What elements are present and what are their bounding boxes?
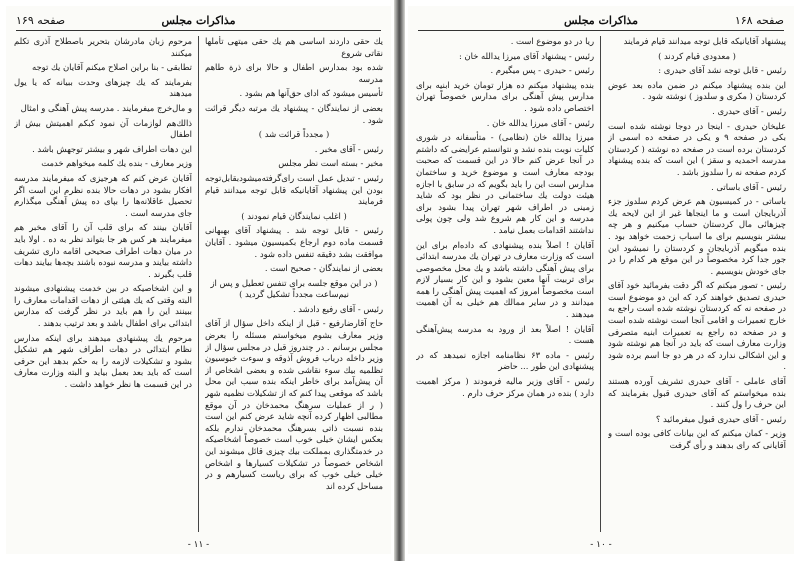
paragraph: ريا در دو موضوع است .	[510, 36, 594, 46]
paragraph: ميرزا يدالله خان (نظامى) - متأسفانه در شورى كليات نوبت بنده نشد و نتوانستم عرايضى كه داشتم در آنجا عرض كنم حالا در اين قسمت كه صحبت بودجه معارف است و موضوع خريد و ساختمان مدارس است اين را بايد بگويم كه در سابق با اجازه هيئت دولت يك ساختمانى در نظر بود كه شايد زمينى در اطراف شهر تهران پيدا بشود براى مدرسه و اين كار هم شروع شد ولى چون پولى نداشتند اقدامات بعمل نيامد .	[416, 132, 594, 235]
left-page	[6, 6, 391, 554]
paragraph: رئيس - آقاى باساتى .	[711, 181, 786, 192]
stage-note: ( مجدداً قرائت شد )	[258, 129, 330, 140]
paragraph: باساتى - در كميسيون هم عرض كردم سلدوز جزء آذربايجان است و ما اينجا‌ها غير از اين لايحه يك چيزهائى مال كردستان حساب ميكنيم و هر چه بيشتر بنويسيم براى ما اسباب زحمت خواهد بود . بنده ميگويم آذربايجان و كردستان را نميشود اين جور جدا كرد مخصوصاً در اين موقع هر كدام را در جاى خودش بنويسيم .	[608, 196, 786, 276]
paragraph: رئيس - آقاى مخبر .	[314, 143, 383, 154]
paragraph: رئيس - آقاى ميرزا يدالله خان .	[486, 117, 594, 128]
paragraph: رئيس - آقاى حيدرى .	[712, 105, 786, 116]
paragraph: اين دهات اطراف شهر و بيشتر توجهش باشد .	[32, 143, 192, 154]
paragraph: و اين اشخاصيكه در بين خدمت پيشنهادى ميشوند البته وقتى كه يك هيئتى از دهات اقدامات معارف را ببينند اين را هم بايد در نظر گرفت كه مدارس ابتدائى براى اطفال باشد و بعد ترتيب بدهند .	[14, 283, 192, 329]
right-page	[408, 6, 794, 554]
paragraph: آقايان بينند كه براى قلب آن را آقاى مخبر هم ميفرمايند هر كس هر جا بتواند نظر به ده . اولا بايد در ميان دهات اطراف صحيحى اقامه دارى تشريف داشته بيايند و مدرسه نبوده باشند بچه‌ها بيايند دهات قلب بگيرند .	[14, 222, 192, 279]
paragraph: و مال‌خرج ميفرمايند . مدرسه پيش آهنگى و امثال	[20, 102, 192, 113]
paragraph: تطابقى - بنا براين اصلاح ميكنم آقايان يك توجه	[31, 62, 192, 73]
stage-note: ( در اين موقع جلسه براى تنفس تعطيل و پس از نيم‌ساعت مجدداً تشكيل گرديد )	[210, 277, 378, 300]
text-column-left	[14, 36, 192, 534]
paragraph: ذالك‌هم لوازمات آن نمود كبكم اهميتش بيش از اطفال	[14, 117, 192, 140]
paragraph: رئيس - پيشنهاد آقاى ميرزا يدالله خان :	[458, 50, 594, 61]
paragraph: يك حقى داردند اساسى هم يك حقى ميتهى تأملها نقاتى شروع	[205, 36, 383, 58]
paragraph: آقايان عرض كنم كه هرجيزى كه ميفرمايند مدرسه افكار بشود در دهات حالا بنده نظرم اين است اگر تحصيل عاقلانه‌ها را بپاى ده پيش آهنگى ميگذارم جاى مدرسه است .	[14, 172, 192, 218]
running-title: مذاکرات مجلس	[161, 14, 236, 27]
paragraph: بعضى از نمايندگان - صحيح است .	[264, 263, 383, 274]
paragraph: آقاى عاملى - آقاى حيدرى تشريف آورده هستند بنده ميخواستم كه آقاى حيدرى قبول بفرمايند كه اين حرف را ول كنند .	[608, 376, 786, 410]
text-column-left	[416, 36, 594, 534]
page-header	[418, 14, 784, 31]
paragraph: آقايان ! اصلاً بنده پيشنهادى كه داده‌ام براى اين است كه وزارت معارف در تهران يك مدرسه ابتدائى براى پيش آهنگى داشته باشد و يك محل مخصوصى براى تربيت آنها معين بشود و اين كار بسيار لازم است مخصوصاً امروز كه اهميت پيش آهنگى را همه ميدانند و در ساير ممالك هم خيلى به آن اهميت ميدهند .	[416, 239, 594, 320]
paragraph: وزير معارف - بنده يك كلمه ميخواهم خدمت	[41, 158, 192, 169]
folio-number: - ۱۰ -	[590, 540, 612, 550]
paragraph: آقايان ! اصلاً بعد از ورود به مدرسه پيش‌آهنگى هست .	[416, 323, 594, 346]
book-gutter	[394, 0, 405, 561]
paragraph: اين بنده پيشنهاد ميكنم در ضمن ماده بعد عوض كردستان ( مكرى و سلدوز ) نوشته شود .	[608, 79, 786, 102]
paragraph: شده بود بمدارس اطفال و حالا براى ذرة طاهم مدرسه	[205, 62, 383, 84]
text-column-right	[205, 36, 383, 534]
paragraph: مخبر - بسته است نظر مجلس	[278, 158, 383, 169]
column-divider	[600, 36, 601, 532]
paragraph: رئيس - قابل توجه نشد آقاى حيدرى :	[658, 65, 786, 76]
paragraph: رئيس - آقاى حيدرى قبول ميفرمائيد ؟	[655, 413, 786, 424]
paragraph: تأسيس ميشود كه اداى حق‌آنها هم بشود .	[239, 88, 383, 99]
paragraph: پيشنهاد آقايانيكه قابل توجه ميدانند قيام فرمايند	[623, 36, 786, 46]
paragraph: رئيس - حيدرى - پس ميگيرم .	[490, 65, 594, 76]
page-number: صفحه ۱۶۸	[734, 14, 784, 27]
paragraph: رئيس - تصور ميكنم كه اگر دقت بفرمائيد خود آقاى حيدرى تصديق خواهند كرد كه اين دو موضوع است در صفحه نه كه كردستان نوشته شده است راجع به خارج تعميرات و اقامى آنجا است نوشته شده است و در صفحه ده راجع به تعميرات ابنيه متصرفى وزارت معارف است كه بايد در آنجا هم نوشته شود و اين اشكالى ندارد كه در هر دو جا اسم برده شود .	[608, 280, 786, 372]
folio-number: - ۱۱ -	[187, 540, 210, 550]
paragraph: رئيس - ماده ۶۳ نظامنامه اجازه نميدهد كه در پيشنهادى اين طور ... حاضر	[416, 349, 594, 372]
paragraph: وزير - كمان ميكنم كه اين بيانات كافى بوده است و آقايانى كه راى بدهند و رأى گرفت	[608, 428, 786, 450]
paragraph: رئيس - آقاى وزير ماليه فرمودند ( مركز اهميت دارد ) بنده در همان مركز حرف دارم .	[416, 376, 594, 398]
paragraph: مرحوم يك پيشنهادى ميدهند براى اينكه مدارس نظام ابتدائى در دهات اطراف شهر هم تشكيل بشود و تشكيلات لازمه را به حكم بدهد اين حرفى است كه بايد بعد بعمل بيايد و البته وزارت معارف در اين قسمت ها نظر خواهد داشت .	[14, 332, 192, 390]
paragraph: بنده پيشنهاد ميكنم ده هزار تومان خريد ابنيه براى مدارس پيش آهنگى براى مدارس خصوصاً تهران اختصاص داده شود .	[416, 79, 594, 113]
paragraph: بفرمايند كه يك چيزهاى وحدت ببيانه كه يا يول ميدهند	[14, 76, 192, 99]
text-column-right	[608, 36, 786, 534]
paragraph: رئيس - تبديل عمل است راى‌گرفته‌ميشود‌بقابل‌توجه بودن اين پيشنهاد آقايانيكه قابل توجه ميدانند قيام فرمايند	[205, 172, 383, 207]
paragraph: عليخان حيدرى - اينجا در دوجا نوشته شده است بكى در صفحه ۹ و يكى در صفحه ده اسمى از كردستان برده است در صفحه ده نوشته ( كردستان مدرسه احمديه و سقز ) اين است كه بنده پيشنهاد كردم صفحه نه را سلدوز باشد .	[608, 120, 786, 177]
paragraph: رئيس - آقاى رفيع دادشد .	[292, 303, 383, 314]
page-header	[16, 14, 381, 31]
column-divider	[198, 36, 199, 532]
running-title: مذاکرات مجلس	[564, 14, 638, 27]
paragraph: رئيس - قابل توجه شد . پيشنهاد آقاى بهبهانى قسمت ماده دوم ارجاع بكميسيون ميشود . آقايان موافقت بشد دقيقه تنفس داده شود .	[205, 225, 383, 259]
paragraph: مرحوم زبان مادرشان بتحرير باصطلاح آذرى تكلم ميكنند	[14, 36, 192, 58]
paragraph: حاج آقارضارفيع - قبل از اينكه داخل سؤال از آقاى وزير معارف بشوم ميخواستم مسئله را بعرض مجلس برسانم . در چندروز قبل در مجلس سؤال از وزير داخله درباب فروش آذوقه و سوءت خبوسيون تظلميه بيك سوء نقاشى شده و بعضى اشخاص از آن پيش‌آمد براى خاطر اينكه بنده سبب اين محل باشد كه موقعى پيدا كنم كه از تشكيلات نظميه شهر ( ر از عمليات سرهنگ محمدخان در آن موقع مطالبى اظهار كرده آنچه شايد عرض كنم اين است بنده نسبت ذاتى بسرهنگ محمدخان ندارم بلكه بعكس ايشان خيلى خوب است خصوصاً اشخاصيكه در خدمتگذارى بمملكت بيك چيزى قائل ميشوند اين اشخاص خصوصاً در تشكيلات كسيارها و اشخاص خيلى خيلى خوب كه براى رياست كسيارهم و در مساحل كرده اند	[205, 318, 383, 491]
page-number: صفحه ۱۶۹	[16, 14, 66, 27]
paragraph: بعضى از نمايندگان - پيشنهاد يك مرتبه ديگر قرائت شود .	[205, 102, 383, 125]
stage-note: ( اغلب نمايندگان قيام نمودند )	[241, 210, 347, 221]
stage-note: ( معدودى قيام كردند )	[658, 50, 736, 61]
